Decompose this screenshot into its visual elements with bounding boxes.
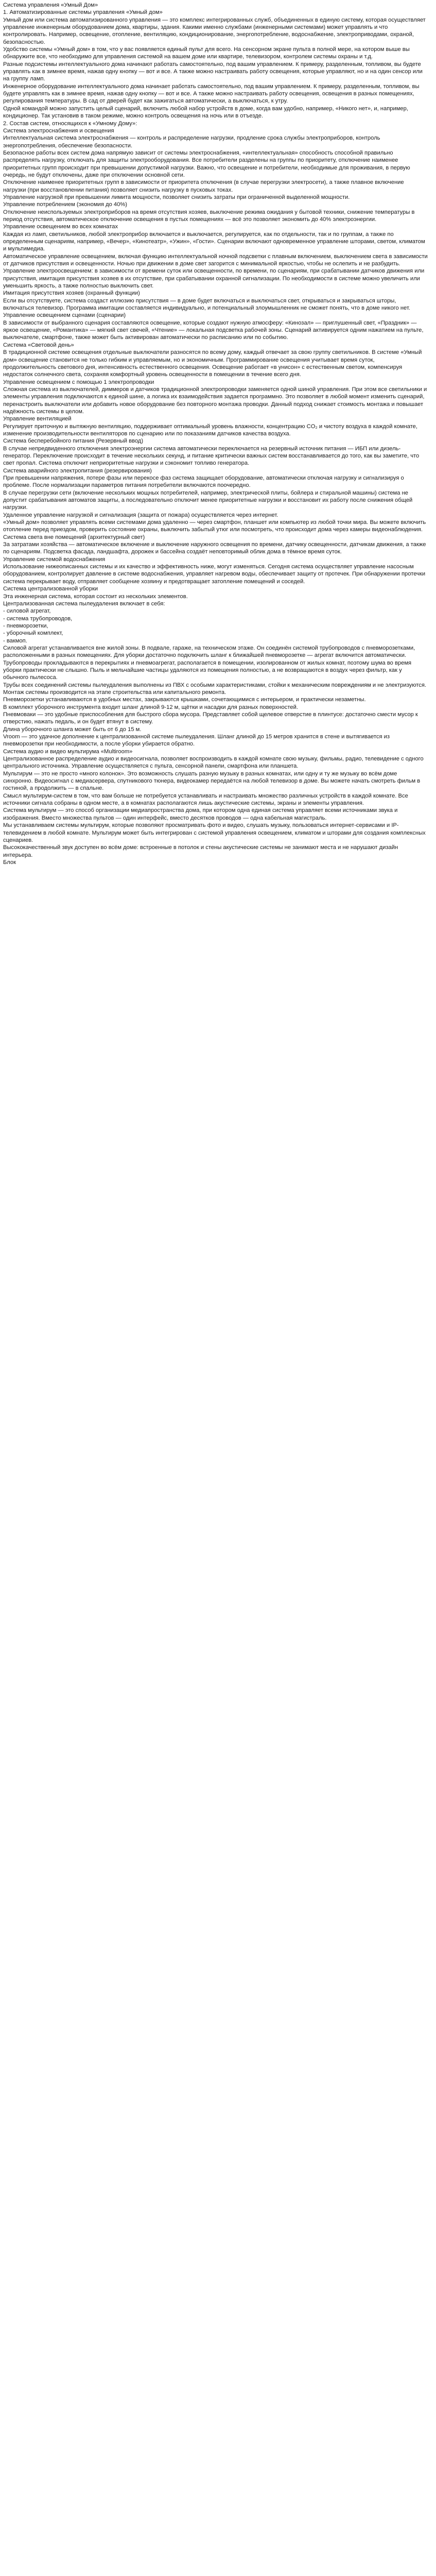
paragraph: - пневморозетки, bbox=[3, 622, 48, 629]
paragraph: В комплект уборочного инструмента входит шланг длиной 9-12 м, щётки и насадки для разных поверхностей. bbox=[3, 704, 298, 710]
paragraph: Централизованная система пылеудаления включает в себя: bbox=[3, 600, 165, 607]
paragraph: - уборочный комплект, bbox=[3, 630, 63, 637]
paragraph: Инженерное оборудование интеллектуального дома начинает работать самостоятельно, под вашим управлением. К примеру, разделенным, топливом, вы будете управлять как в зимнее время, нажав одну кнопку — вот и все. А также можно настраивать работу освещения, освещения в разных помещениях, регулирования температуры. В сад от дверей будет как зажигаться автоматически, а выключаться, к утру. bbox=[3, 83, 420, 105]
paragraph: - силовой агрегат, bbox=[3, 608, 51, 615]
document-body bbox=[3, 9, 428, 866]
paragraph: Управление нагрузкой при превышении лимита мощности, позволяет снизить затраты при ограниченной выделенной мощности. bbox=[3, 194, 350, 200]
paragraph: Силовой агрегат устанавливается вне жилой зоны. В подвале, гараже, на техническом этаже. Он соединён системой трубопроводов с пневморозетками, расположенными в разных помещениях. Для уборки достаточно подключить шланг к ближайшей пневморозетке — агрегат включится автоматически. bbox=[3, 645, 415, 659]
paragraph: При превышении напряжения, потере фазы или перекосе фаз система защищает оборудование, автоматически отключая нагрузку и сигнализируя о проблеме. После нормализации параметров питания потребители включаются поочередно. bbox=[3, 475, 404, 489]
paragraph: Система света вне помещений (архитектурный свет) bbox=[3, 534, 145, 540]
paragraph: Высококачественный звук доступен во всём доме: встроенные в потолок и стены акустические системы не занимают места и не нарушают дизайн интерьера. bbox=[3, 844, 398, 858]
paragraph: Централизованное распределение аудио и видеосигнала, позволяет воспроизводить в каждой комнате свою музыку, фильмы, радио, телевидение с одного центрального источника. Управление осуществляется с пульта, сенсорной панели, смартфона или планшета. bbox=[3, 756, 424, 770]
paragraph: Отключение наименее приоритетных групп в зависимости от приоритета отключения (в случае перегрузки электросети), а также плавное включение нагрузки (при восстановлении питания) позволяет снизить нагрузку в пусковых токах. bbox=[3, 179, 404, 193]
paragraph: «Умный дом» позволяет управлять всеми системами дома удаленно — через смартфон, планшет или компьютер из любой точки мира. Вы можете включить отопление перед приездом, проверить состояние охраны, выключить забытый утюг или посмотреть, что происходит дома через камеры видеонаблюдения. bbox=[3, 519, 426, 533]
paragraph: - вакмоп. bbox=[3, 637, 27, 644]
paragraph: Регулирует приточную и вытяжную вентиляцию, поддерживает оптимальный уровень влажности, концентрацию CO₂ и чистоту воздуха в каждой комнате, изменение производительности вентиляторов по сценарию или по показаниям датчиков качества воздуха. bbox=[3, 423, 417, 437]
paragraph: Удаленное управление нагрузкой и сигнализация (защита от пожара) осуществляется через интернет. bbox=[3, 512, 278, 518]
paragraph: Интеллектуальная система электроснабжения — контроль и распределение нагрузки, продление срока службы электроприборов, контроль энергопотребления, обеспечение безопасности. bbox=[3, 135, 380, 149]
paragraph: В традиционной системе освещения отдельные выключатели разносятся по всему дому, каждый отвечает за свою группу светильников. В системе «Умный дом» освещение становится не только гибким и управляемым, но и экономичным. Программирование освещения учитывает время суток, продолжительность светового дня, интенсивность естественного освещения. Освещение работает «в унисон» с естественным светом, компенсируя недостаток солнечного света, сохраняя комфортный уровень освещенности в помещении в течение всего дня. bbox=[3, 349, 422, 378]
paragraph: Система электроснабжения и освещения bbox=[3, 127, 114, 134]
paragraph: Система аудио и видео мультирума «Multiroom» bbox=[3, 748, 133, 755]
paragraph: Использование нижеописанных системы и их качество и эффективность ниже, могут изменяться. Сегодня система осуществляет управление насосным оборудованием, контролирует давление в системе водоснабжения, управляет нагревом воды, обеспечивает защиту от протечек. При обнаружении протечки система перекрывает воду, отправляет сообщение хозяину и предотвращает затопление помещений и соседей. bbox=[3, 564, 426, 585]
paragraph: Vroom — это удачное дополнение к централизованной системе пылеудаления. Шланг длиной до 15 метров хранится в стене и вытягивается из пневморозетки при необходимости, а после уборки убирается обратно. bbox=[3, 734, 390, 748]
paragraph: Одной командой можно запустить целый сценарий, включить любой набор устройств в доме, когда вам удобно, например, «Никого нет», и, например, кондиционер. Так установив в таком режиме, можно контроль освещения на ночь или в отъезде. bbox=[3, 105, 408, 120]
paragraph: Сложная система из выключателей, диммеров и датчиков традиционной электропроводки заменяется одной шиной управления. При этом все светильники и элементы управления подключаются к единой шине, а логика их взаимодействия задается программно. Это позволяет в любой момент изменить сценарий, перенастроить выключатели или добавить новое оборудование без повторного монтажа проводки. Данный подход снижает стоимость монтажа и повышает надёжность системы в целом. bbox=[3, 386, 427, 415]
paragraph: В случае перегрузки сети (включение нескольких мощных потребителей, например, электрической плиты, бойлера и стиральной машины) система не допустит срабатывания автоматов защиты, а последовательно отключит менее приоритетные нагрузки и восстановит их работу после снижения общей нагрузки. bbox=[3, 489, 413, 511]
paragraph: Безопасное работы всех систем дома напрямую зависит от системы электроснабжения, «интеллектуальная» способность способной правильно распределять нагрузку, отключать для защиты электрооборудования. Все потребители разделены на группы по приоритету, отключение наименее приоритетных групп происходит при превышении допустимой нагрузки. Важно, что освещение и потребители, необходимые для проживания, в первую очередь, не будут отключены, даже при отключении основной сети. bbox=[3, 149, 410, 178]
paragraph: Мультирум — это не просто «много колонок». Это возможность слушать разную музыку в разных комнатах, или одну и ту же музыку во всём доме синхронно. Видеосигнал с медиасервера, спутникового тюнера, видеокамер передаётся на любой телевизор в доме. Вы можете начать смотреть фильм в гостиной, а продолжить — в спальне. bbox=[3, 770, 421, 792]
paragraph: Пневморозетки устанавливаются в удобных местах, закрываются крышками, сочетающимися с интерьером, и практически незаметны. bbox=[3, 697, 366, 703]
paragraph: Трубопроводы прокладываются в перекрытиях и пневмоагрегат, располагается в помещении, изолированном от жилых комнат, поэтому шума во время уборки практически не слышно. Пыль и мельчайшие частицы удаляются из помещения полностью, а не возвращаются в воздух через фильтр, как у обычного пылесоса. bbox=[3, 659, 412, 681]
paragraph: 2. Состав систем, относящихся к «Умному Дому»: bbox=[3, 120, 137, 127]
paragraph: Каждая из ламп, светильников, любой электроприбор включается и выключается, регулируется, как по отдельности, так и по группам, а также по определенным сценариям, например, «Вечер», «Кинотеатр», «Ужин», «Гости». Сценарии включают одновременное управление шторами, светом, климатом и мультимедиа. bbox=[3, 231, 425, 252]
paragraph: Управление освещением с помощью 1 электропроводки bbox=[3, 379, 154, 385]
paragraph: Управление вентиляцией bbox=[3, 416, 72, 422]
paragraph: Имитация присутствия хозяев (охранный функции) bbox=[3, 290, 140, 297]
paragraph: Отключение неиспользуемых электроприборов на время отсутствия хозяев, выключение режима ожидания у бытовой техники, снижение температуры в период отсутствия, автоматическое отключение освещения в пустых помещениях — всё это позволяет экономить до 40% электроэнергии. bbox=[3, 209, 415, 223]
paragraph: Управление электроосвещением: в зависимости от времени суток или освещенности, по времени, по сценариям, при срабатывании датчиков движения или присутствия, имитация присутствия хозяев в их отсутствие, при срабатывании охранной сигнализации. По необходимости в системе можно увеличить или уменьшить яркость, а также полностью выключить свет. bbox=[3, 268, 425, 290]
paragraph: 1. Автоматизированные системы управления «Умный дом» bbox=[3, 9, 163, 16]
paragraph: Если вы отсутствуете, система создаст иллюзию присутствия — в доме будет включаться и выключаться свет, открываться и закрываться шторы, включаться телевизор. Программа имитации составляется индивидуально, и потенциальный злоумышленник не сможет понять, что в доме никого нет. bbox=[3, 297, 410, 312]
paragraph: Смысл мультирум-систем в том, что вам больше не потребуется устанавливать и настраивать множество различных устройств в каждой комнате. Все источники сигнала собраны в одном месте, а в комнатах располагаются лишь акустические системы, экраны и элементы управления. bbox=[3, 792, 408, 807]
paragraph: Блок bbox=[3, 859, 16, 866]
paragraph: - система трубопроводов, bbox=[3, 615, 73, 622]
paragraph: В зависимости от выбранного сценария составляются освещение, которые создают нужную атмосферу: «Кинозал» — приглушенный свет, «Праздник» — яркое освещение, «Романтика» — мягкий свет свечей, «Чтение» — локальная подсветка рабочей зоны. Сценарий активируется одним нажатием на пульте, выключателе, смартфоне, также может быть активирован автоматически по расписанию или по событию. bbox=[3, 319, 424, 341]
paragraph: Управление потреблением (экономия до 40%) bbox=[3, 201, 128, 208]
paragraph: Разные подсистемы интеллектуального дома начинают работать самостоятельно, под вашим управлением. К примеру, разделенным, топливом, вы будете управлять как в зимнее время, нажав одну кнопку — вот и все. А также можно настраивать работу освещения, которые управляют, но и на один сенсор или на группу ламп. bbox=[3, 61, 423, 82]
paragraph: Мы устанавливаем системы мультирум, которые позволяют просматривать фото и видео, слушать музыку, пользоваться интернет-сервисами и IP-телевидением в любой комнате. Мультирум может быть интегрирован с системой управления освещением, климатом и шторами для создания комплексных сценариев. bbox=[3, 822, 426, 843]
paragraph: Система «Световой день» bbox=[3, 342, 74, 348]
paragraph: Эта инженерная система, которая состоит из нескольких элементов. bbox=[3, 593, 188, 600]
paragraph: Трубы всех соединений системы пылеудаления выполнены из ПВХ с особыми характеристиками, стойки к механическим повреждениям и не электризуются. Монтаж системы производится на этапе строительства или капитального ремонта. bbox=[3, 682, 427, 696]
paragraph: Автоматическое управление освещением, включая функцию интеллектуальной ночной подсветки с плавным включением, выключением света в зависимости от датчиков присутствия и освещенности. Ночью при движении в доме свет загорится с минимальной яркостью, чтобы не ослепить и не разбудить. bbox=[3, 253, 428, 267]
paragraph: Управление освещением сценами (сценарии) bbox=[3, 312, 126, 319]
paragraph: Система аварийного электропитания (резервирования) bbox=[3, 467, 152, 474]
paragraph: Система централизованной уборки bbox=[3, 586, 98, 592]
paragraph: Умный дом или система автоматизированного управления — это комплекс интегрированных служб, объединенных в единую систему, которая осуществляет управление инженерным оборудованием дома, квартиры, здания. Какими именно службами (инженерными системами) может управлять и что контролировать. Например, освещение, отопление, вентиляцию, кондиционирование, энергопотребление, водоснабжение, электроприводами, охраной, безопасностью. bbox=[3, 16, 426, 45]
paragraph: Пневмоваки — это удобные приспособления для быстрого сбора мусора. Представляет собой щелевое отверстие в плинтусе: достаточно смести мусор к отверстию, нажать педаль, и он будет втянут в систему. bbox=[3, 711, 418, 725]
document bbox=[0, 0, 430, 868]
paragraph: Длина уборочного шланга может быть от 6 до 15 м. bbox=[3, 726, 142, 733]
paragraph: Система мультирум — это способ организации медиапространства дома, при котором одна единая система управляет всеми источниками звука и изображения. Вместо множества пультов — один интерфейс, вместо десятков проводов — одна кабельная магистраль. bbox=[3, 807, 398, 821]
paragraph: Управление системой водоснабжения bbox=[3, 556, 106, 563]
paragraph: В случае непредвиденного отключения электроэнергии система автоматически переключается на резервный источник питания — ИБП или дизель-генератор. Переключение происходит в течение нескольких секунд, и питание критически важных систем восстанавливается до того, как вы заметите, что свет пропал. Система отключит неприоритетные нагрузки и сэкономит топливо генератора. bbox=[3, 445, 420, 467]
paragraph: Система бесперебойного питания (Резервный ввод) bbox=[3, 438, 144, 445]
paragraph: За затратами хозяйства — автоматическое включение и выключение наружного освещения по времени, датчику освещенности, датчикам движения, а также по сценариям. Подсветка фасада, ландшафта, дорожек и бассейна создаёт неповторимый облик дома в тёмное время суток. bbox=[3, 541, 426, 555]
paragraph: Удобство системы «Умный дом» в том, что у вас появляется единый пульт для всего. На сенсорном экране пульта в полной мере, на котором выше вы обнаружите все, что необходимо для управления системой на вашем доме или квартире, телевизором, контролем системы охраны и т.д. bbox=[3, 46, 410, 60]
page-title: Система управления «Умный Дом» bbox=[3, 2, 98, 8]
paragraph: Управление освещением во всех комнатах bbox=[3, 224, 118, 230]
